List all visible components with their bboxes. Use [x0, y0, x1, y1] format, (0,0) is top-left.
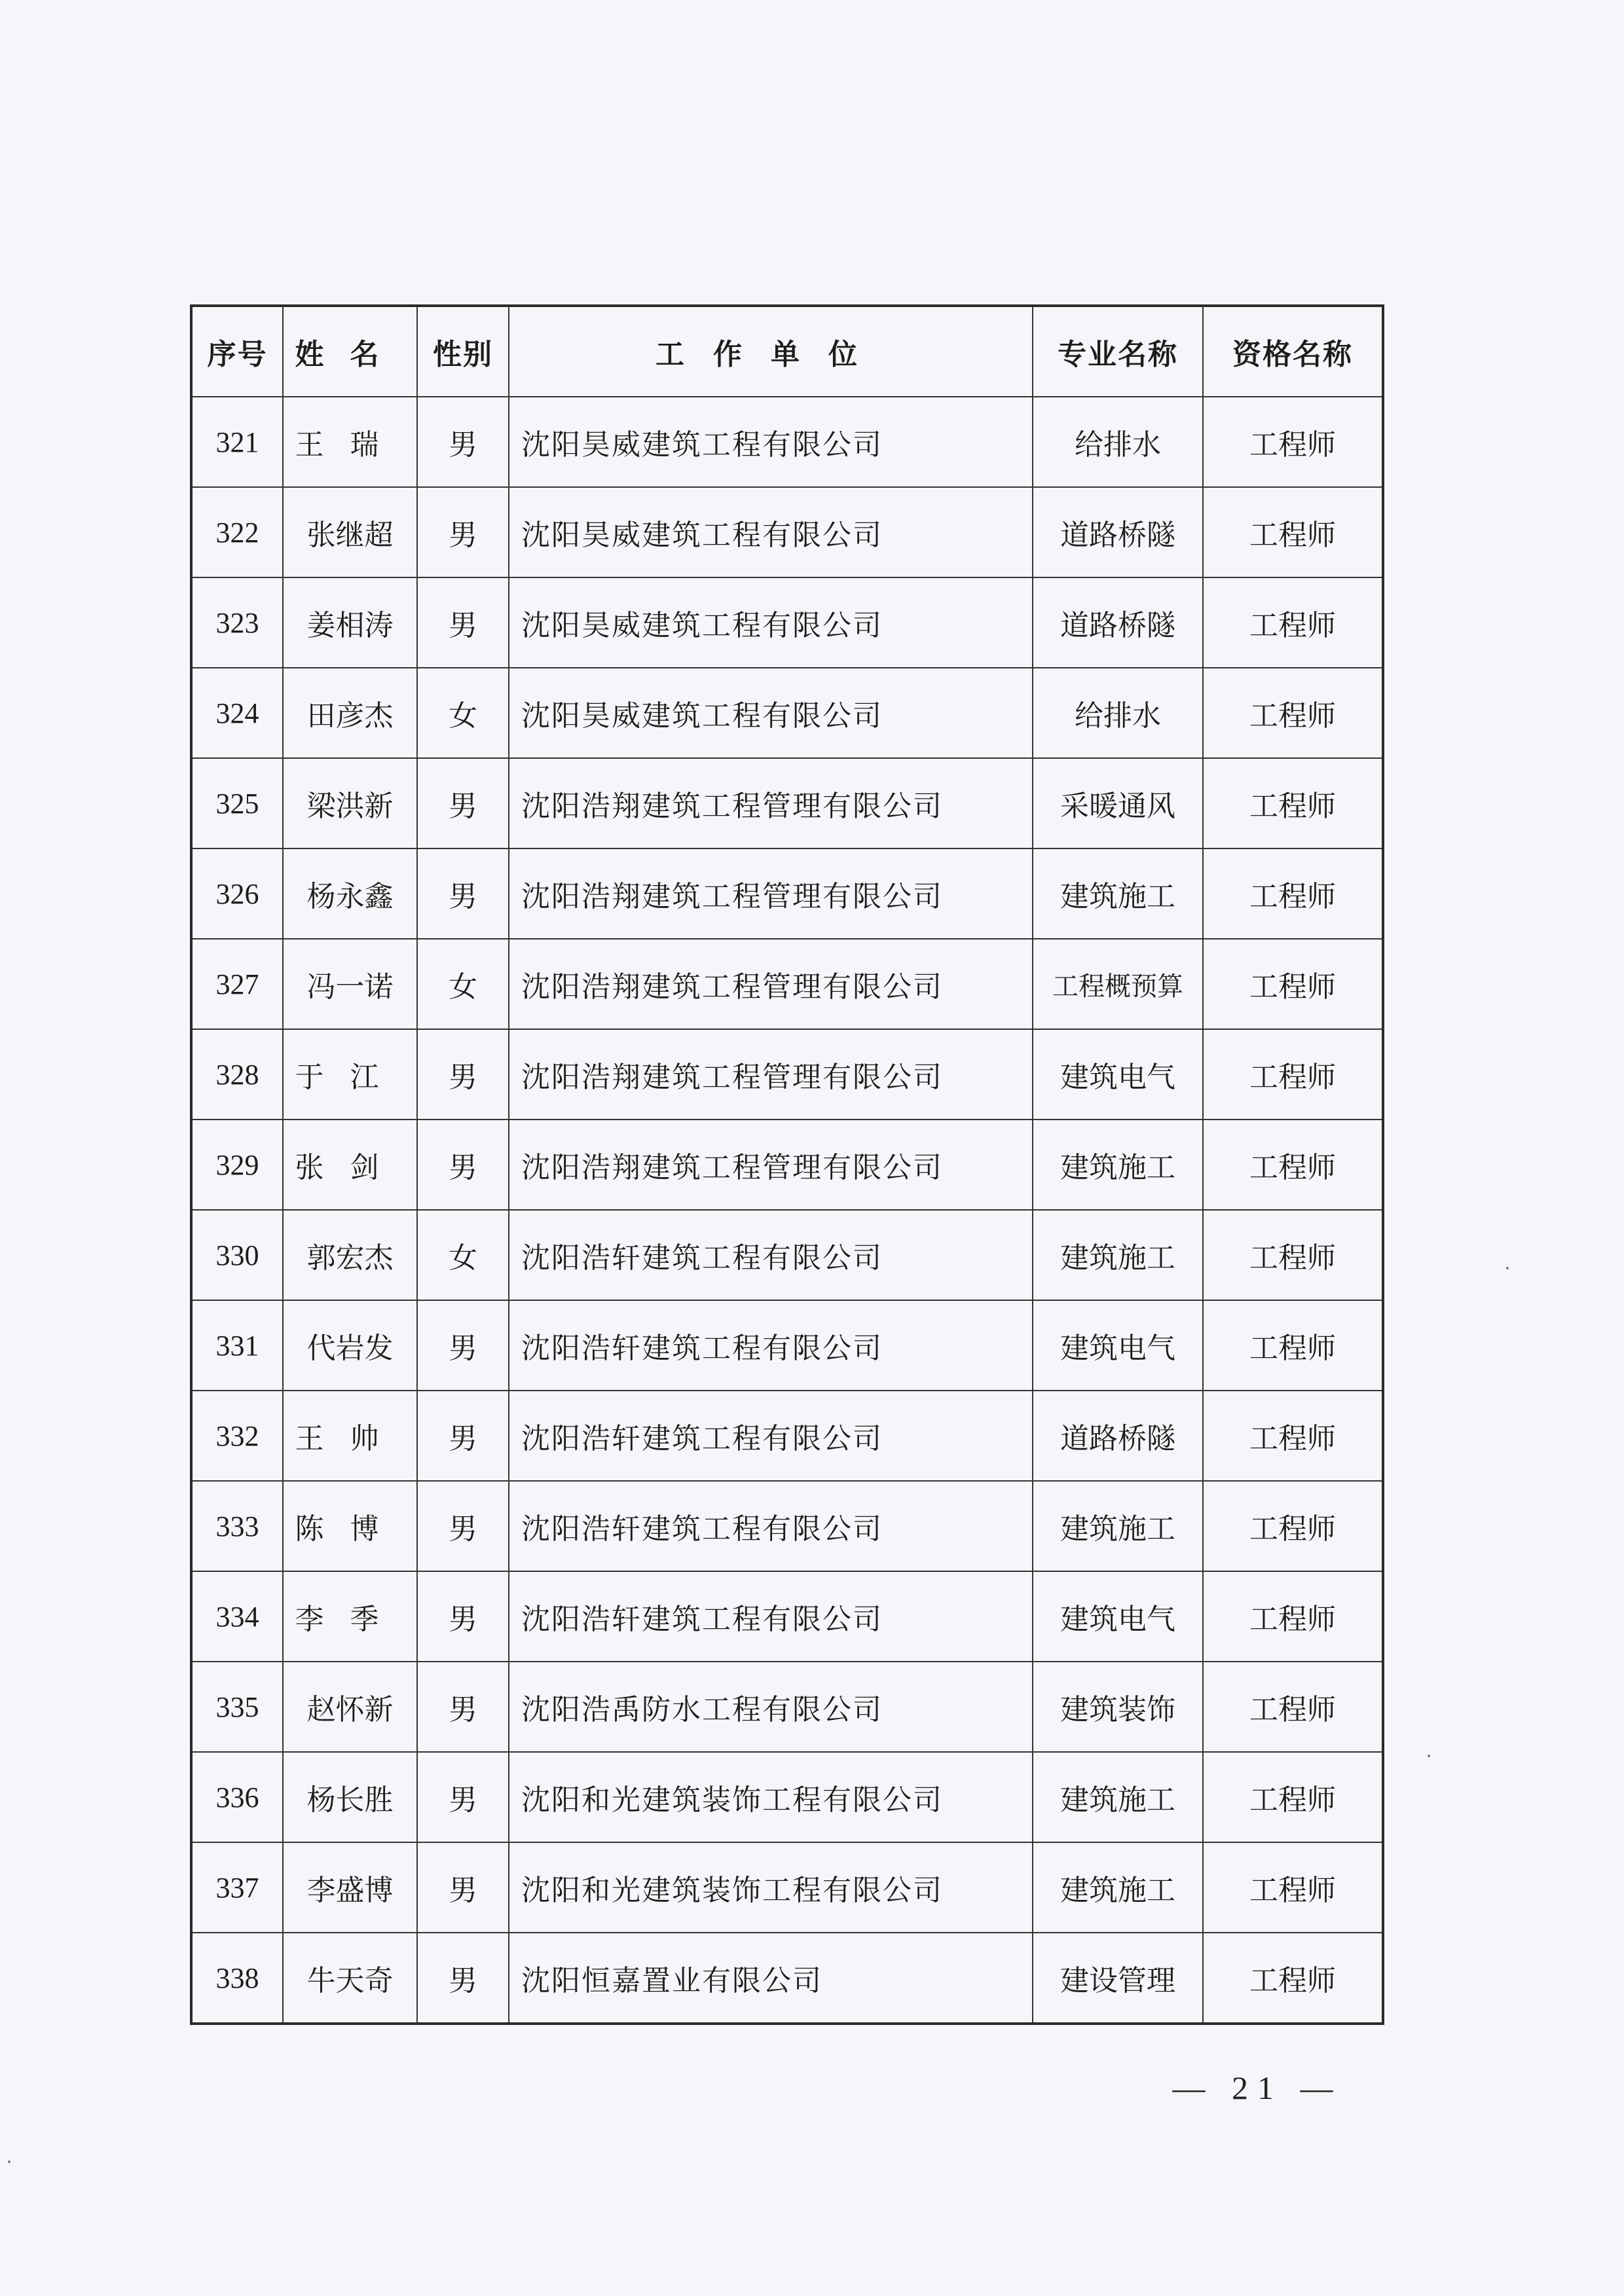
cell-work-unit: 沈阳浩翔建筑工程管理有限公司 — [509, 848, 1033, 939]
cell-work-unit: 沈阳浩翔建筑工程管理有限公司 — [509, 1029, 1033, 1120]
table-header-row — [191, 306, 1383, 397]
cell-name: 杨永鑫 — [283, 848, 417, 939]
header-name: 姓名 — [283, 306, 417, 397]
scan-speck — [1428, 1755, 1430, 1757]
cell-seq: 324 — [191, 668, 283, 758]
cell-gender: 男 — [417, 1481, 509, 1571]
cell-seq: 327 — [191, 939, 283, 1029]
cell-gender: 男 — [417, 758, 509, 848]
cell-name: 田彦杰 — [283, 668, 417, 758]
table-row — [191, 1933, 1383, 2024]
cell-gender: 女 — [417, 668, 509, 758]
cell-seq: 334 — [191, 1571, 283, 1662]
table-row — [191, 939, 1383, 1029]
cell-qualification: 工程师 — [1203, 397, 1383, 487]
cell-name: 梁洪新 — [283, 758, 417, 848]
table-row — [191, 1481, 1383, 1571]
cell-qualification: 工程师 — [1203, 758, 1383, 848]
scan-speck — [1506, 1267, 1509, 1269]
cell-work-unit: 沈阳浩轩建筑工程有限公司 — [509, 1481, 1033, 1571]
cell-seq: 336 — [191, 1752, 283, 1842]
cell-work-unit: 沈阳浩翔建筑工程管理有限公司 — [509, 1120, 1033, 1210]
cell-seq: 333 — [191, 1481, 283, 1571]
cell-major: 建筑施工 — [1033, 1120, 1203, 1210]
cell-qualification: 工程师 — [1203, 668, 1383, 758]
cell-major: 建筑电气 — [1033, 1571, 1203, 1662]
cell-gender: 男 — [417, 1662, 509, 1752]
cell-qualification: 工程师 — [1203, 1210, 1383, 1300]
qualification-roster-table — [190, 304, 1384, 2025]
cell-seq: 337 — [191, 1842, 283, 1933]
cell-name: 于江 — [283, 1029, 417, 1120]
cell-name: 李盛博 — [283, 1842, 417, 1933]
cell-work-unit: 沈阳浩轩建筑工程有限公司 — [509, 1300, 1033, 1391]
table-row — [191, 487, 1383, 577]
page-number: — 21 — — [1172, 2069, 1342, 2106]
cell-major: 道路桥隧 — [1033, 577, 1203, 668]
table-row — [191, 577, 1383, 668]
cell-major: 道路桥隧 — [1033, 487, 1203, 577]
cell-qualification: 工程师 — [1203, 1391, 1383, 1481]
cell-gender: 男 — [417, 397, 509, 487]
cell-gender: 男 — [417, 1933, 509, 2024]
cell-work-unit: 沈阳昊威建筑工程有限公司 — [509, 487, 1033, 577]
cell-work-unit: 沈阳浩翔建筑工程管理有限公司 — [509, 758, 1033, 848]
cell-work-unit: 沈阳昊威建筑工程有限公司 — [509, 397, 1033, 487]
table-body — [191, 397, 1383, 2024]
cell-qualification: 工程师 — [1203, 1481, 1383, 1571]
table-row — [191, 758, 1383, 848]
cell-qualification: 工程师 — [1203, 1752, 1383, 1842]
cell-qualification: 工程师 — [1203, 577, 1383, 668]
cell-work-unit: 沈阳昊威建筑工程有限公司 — [509, 668, 1033, 758]
cell-work-unit: 沈阳浩禹防水工程有限公司 — [509, 1662, 1033, 1752]
cell-qualification: 工程师 — [1203, 1662, 1383, 1752]
table-row — [191, 848, 1383, 939]
cell-work-unit: 沈阳浩翔建筑工程管理有限公司 — [509, 939, 1033, 1029]
cell-seq: 326 — [191, 848, 283, 939]
cell-qualification: 工程师 — [1203, 1571, 1383, 1662]
cell-seq: 323 — [191, 577, 283, 668]
table-row — [191, 1210, 1383, 1300]
cell-major: 建筑电气 — [1033, 1300, 1203, 1391]
cell-name: 冯一诺 — [283, 939, 417, 1029]
table-row — [191, 1391, 1383, 1481]
cell-major: 给排水 — [1033, 397, 1203, 487]
cell-work-unit: 沈阳浩轩建筑工程有限公司 — [509, 1571, 1033, 1662]
cell-name: 代岩发 — [283, 1300, 417, 1391]
cell-qualification: 工程师 — [1203, 1120, 1383, 1210]
cell-gender: 男 — [417, 1029, 509, 1120]
cell-seq: 321 — [191, 397, 283, 487]
cell-seq: 325 — [191, 758, 283, 848]
cell-name: 牛天奇 — [283, 1933, 417, 2024]
cell-work-unit: 沈阳昊威建筑工程有限公司 — [509, 577, 1033, 668]
cell-work-unit: 沈阳和光建筑装饰工程有限公司 — [509, 1752, 1033, 1842]
cell-major: 道路桥隧 — [1033, 1391, 1203, 1481]
table-row — [191, 397, 1383, 487]
header-seq: 序号 — [191, 306, 283, 397]
table-row — [191, 1029, 1383, 1120]
cell-name: 张继超 — [283, 487, 417, 577]
cell-name: 李季 — [283, 1571, 417, 1662]
cell-seq: 331 — [191, 1300, 283, 1391]
cell-work-unit: 沈阳浩轩建筑工程有限公司 — [509, 1391, 1033, 1481]
cell-major: 工程概预算 — [1033, 939, 1203, 1029]
cell-gender: 男 — [417, 848, 509, 939]
cell-qualification: 工程师 — [1203, 1842, 1383, 1933]
cell-name: 陈博 — [283, 1481, 417, 1571]
cell-seq: 328 — [191, 1029, 283, 1120]
cell-gender: 男 — [417, 577, 509, 668]
cell-name: 杨长胜 — [283, 1752, 417, 1842]
cell-name: 张剑 — [283, 1120, 417, 1210]
cell-major: 建筑施工 — [1033, 1842, 1203, 1933]
cell-work-unit: 沈阳浩轩建筑工程有限公司 — [509, 1210, 1033, 1300]
cell-major: 建筑电气 — [1033, 1029, 1203, 1120]
cell-name: 姜相涛 — [283, 577, 417, 668]
cell-seq: 335 — [191, 1662, 283, 1752]
table-row — [191, 668, 1383, 758]
cell-major: 建筑装饰 — [1033, 1662, 1203, 1752]
table-row — [191, 1842, 1383, 1933]
cell-gender: 男 — [417, 1120, 509, 1210]
cell-qualification: 工程师 — [1203, 1029, 1383, 1120]
header-major: 专业名称 — [1033, 306, 1203, 397]
cell-qualification: 工程师 — [1203, 939, 1383, 1029]
cell-seq: 322 — [191, 487, 283, 577]
cell-gender: 男 — [417, 1571, 509, 1662]
cell-work-unit: 沈阳恒嘉置业有限公司 — [509, 1933, 1033, 2024]
cell-gender: 女 — [417, 1210, 509, 1300]
cell-major: 建筑施工 — [1033, 1210, 1203, 1300]
cell-seq: 329 — [191, 1120, 283, 1210]
cell-name: 郭宏杰 — [283, 1210, 417, 1300]
header-gender: 性别 — [417, 306, 509, 397]
cell-gender: 男 — [417, 1391, 509, 1481]
table-row — [191, 1120, 1383, 1210]
cell-gender: 女 — [417, 939, 509, 1029]
cell-name: 赵怀新 — [283, 1662, 417, 1752]
cell-gender: 男 — [417, 1300, 509, 1391]
cell-work-unit: 沈阳和光建筑装饰工程有限公司 — [509, 1842, 1033, 1933]
header-work-unit: 工作单位 — [509, 306, 1033, 397]
cell-gender: 男 — [417, 1752, 509, 1842]
table-row — [191, 1662, 1383, 1752]
cell-gender: 男 — [417, 487, 509, 577]
table-row — [191, 1752, 1383, 1842]
cell-major: 建筑施工 — [1033, 1752, 1203, 1842]
cell-qualification: 工程师 — [1203, 848, 1383, 939]
cell-seq: 338 — [191, 1933, 283, 2024]
cell-major: 建筑施工 — [1033, 1481, 1203, 1571]
table-row — [191, 1300, 1383, 1391]
cell-major: 建设管理 — [1033, 1933, 1203, 2024]
cell-qualification: 工程师 — [1203, 487, 1383, 577]
cell-seq: 332 — [191, 1391, 283, 1481]
header-qualification: 资格名称 — [1203, 306, 1383, 397]
cell-name: 王帅 — [283, 1391, 417, 1481]
cell-major: 采暖通风 — [1033, 758, 1203, 848]
cell-major: 建筑施工 — [1033, 848, 1203, 939]
table-row — [191, 1571, 1383, 1662]
cell-seq: 330 — [191, 1210, 283, 1300]
cell-name: 王瑞 — [283, 397, 417, 487]
cell-major: 给排水 — [1033, 668, 1203, 758]
cell-qualification: 工程师 — [1203, 1300, 1383, 1391]
scan-speck — [8, 2160, 10, 2163]
cell-gender: 男 — [417, 1842, 509, 1933]
cell-qualification: 工程师 — [1203, 1933, 1383, 2024]
